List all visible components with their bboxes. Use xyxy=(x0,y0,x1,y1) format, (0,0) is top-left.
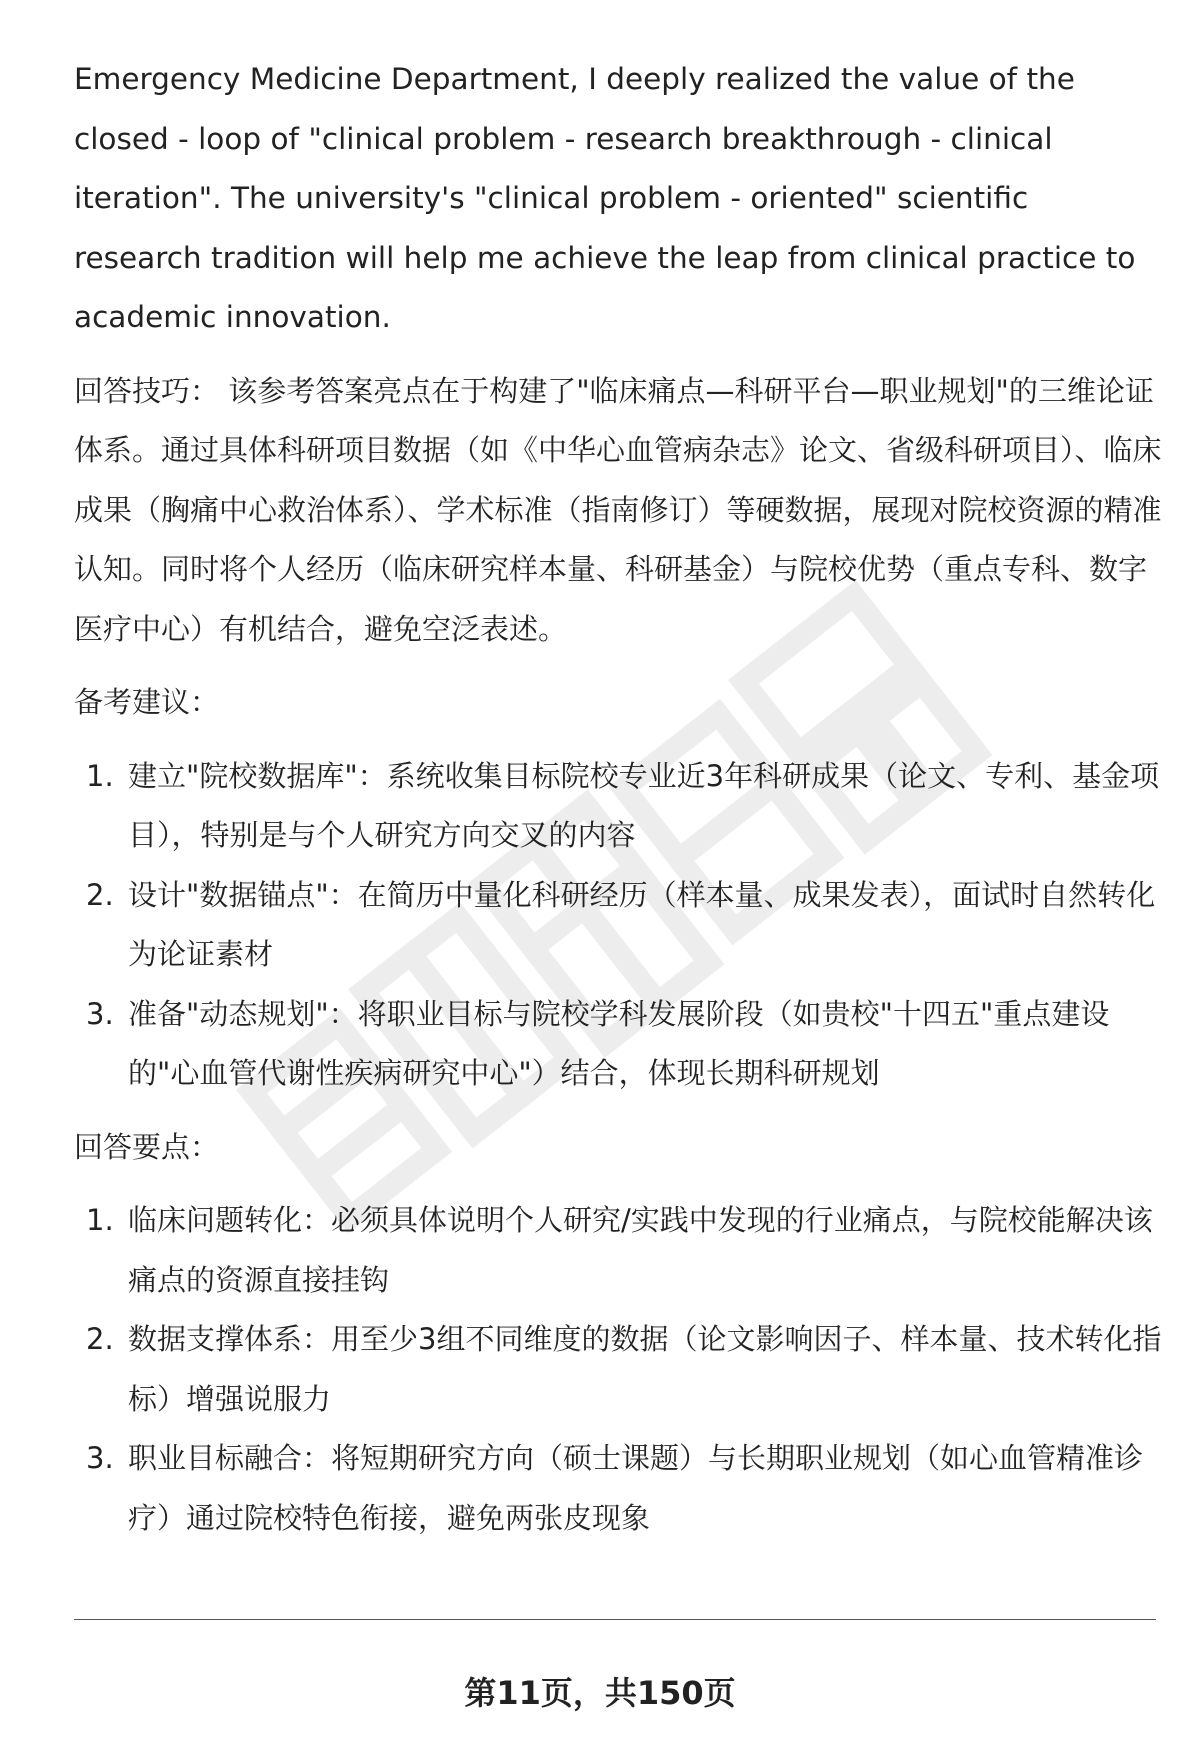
list-item-number: 3. xyxy=(86,1441,114,1475)
list-item-number: 1. xyxy=(86,758,114,793)
prep-advice-heading: 备考建议： xyxy=(74,685,220,719)
key-points-heading: 回答要点： xyxy=(74,1129,220,1164)
key-points-list xyxy=(74,1191,1164,1548)
list-item-text: 职业目标融合：将短期研究方向（硕士课题）与长期职业规划（如心血管精准诊疗）通过院校特色衔接，避免两张皮现象 xyxy=(128,1441,1144,1535)
list-item xyxy=(74,985,1164,1104)
prep-advice-list xyxy=(74,747,1164,1104)
list-item xyxy=(74,866,1164,985)
list-item xyxy=(74,1429,1164,1548)
list-item xyxy=(74,1310,1164,1429)
list-item xyxy=(74,1191,1164,1310)
page-number: 第11页，共150页 xyxy=(464,1674,736,1712)
list-item-number: 2. xyxy=(86,877,114,912)
list-item-text: 准备"动态规划"：将职业目标与院校学科发展阶段（如贵校"十四五"重点建设的"心血管代谢性疾病研究中心"）结合，体现长期科研规划 xyxy=(128,996,1110,1090)
list-item-text: 数据支撑体系：用至少3组不同维度的数据（论文影响因子、样本量、技术转化指标）增强说服力 xyxy=(128,1322,1162,1416)
list-item xyxy=(74,747,1164,866)
intro-paragraph-en: Emergency Medicine Department, I deeply realized the value of the closed - loop of "clinical problem - research breakthrough - clinical iteration". The university's "clinical problem - oriented" scientific research tradition will help me achieve the leap from clinical practice to academic innovation. xyxy=(74,62,1136,334)
list-item-number: 3. xyxy=(86,996,114,1031)
list-item-number: 1. xyxy=(86,1203,114,1237)
answer-tips-paragraph: 回答技巧： 该参考答案亮点在于构建了"临床痛点—科研平台—职业规划"的三维论证体系。通过具体科研项目数据（如《中华心血管病杂志》论文、省级科研项目）、临床成果（胸痛中心救治体系）、学术标准（指南修订）等硬数据，展现对院校资源的精准认知。同时将个人经历（临床研究样本量、科研基金）与院校优势（重点专科、数字医疗中心）有机结合，避免空泛表述。 xyxy=(74,373,1162,646)
list-item-text: 设计"数据锚点"：在简历中量化科研经历（样本量、成果发表），面试时自然转化为论证素材 xyxy=(128,877,1156,971)
list-item-number: 2. xyxy=(86,1322,114,1356)
list-item-text: 建立"院校数据库"：系统收集目标院校专业近3年科研成果（论文、专利、基金项目），特别是与个人研究方向交叉的内容 xyxy=(128,758,1160,852)
list-item-text: 临床问题转化：必须具体说明个人研究/实践中发现的行业痛点，与院校能解决该痛点的资源直接挂钩 xyxy=(128,1203,1153,1297)
footer-divider xyxy=(74,1619,1156,1620)
document-body xyxy=(74,50,1164,1548)
